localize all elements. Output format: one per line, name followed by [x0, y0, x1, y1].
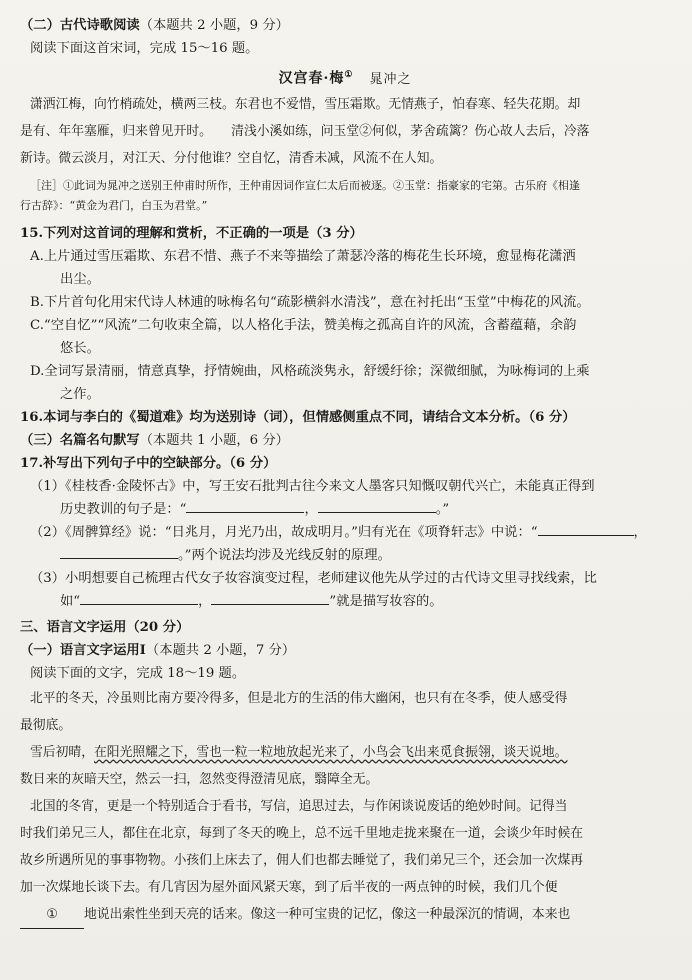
- q17-item2-cont: 。”两个说法均涉及光线反射的原理。: [20, 544, 670, 567]
- section-2-note: （本题共 2 小题，9 分）: [139, 18, 289, 33]
- q15-option-a: A.上片通过雪压霜欺、东君不惜、燕子不来等描绘了萧瑟冷落的梅花生长环境，愈显梅花潇洒: [30, 248, 576, 264]
- poem-title: 汉宫春·梅: [278, 70, 345, 87]
- q17-blank-6[interactable]: [211, 590, 329, 605]
- section-lang1-heading: [20, 639, 670, 662]
- q17-blank-1[interactable]: [186, 498, 304, 513]
- poem-note-1: ［注］①此词为晁冲之送别王仲甫时所作，王仲甫因词作宣仁太后而被逐。②玉堂：指豪家的宅第。古乐府《相逢: [30, 178, 580, 192]
- section-2-heading: [20, 14, 670, 37]
- poem-title-footnote: ①: [344, 70, 354, 80]
- passage-p3-line2: 时我们弟兄三人，都住在北京，每到了冬天的晚上，总不远千里地走拢来聚在一道，会谈少年时候在: [20, 825, 584, 841]
- passage-p2-cont: 数日来的灰暗天空，然云一扫，忽然变得澄清见底，翳障全无。: [20, 771, 379, 787]
- passage-p3: 北国的冬宵，更是一个特别适合于看书，写信，追思过去，与作闲谈说废话的绝妙时间。记得当: [30, 798, 568, 814]
- passage-blank-1[interactable]: ①: [20, 901, 84, 929]
- q17-blank-5[interactable]: [80, 590, 198, 605]
- q15-option-c-cont: 悠长。: [60, 340, 100, 356]
- q15-stem: 15.下列对这首词的理解和赏析，不正确的一项是（3 分）: [20, 225, 363, 241]
- q17-item3-cont: 如“ ， ”就是描写妆容的。: [20, 590, 670, 613]
- q15-option-c: C.“空自忆”“风流”二句收束全篇，以人格化手法，赞美梅之孤高自许的风流，含蓄蕴藉，余韵: [30, 317, 577, 333]
- q17-item2: （2）《周髀算经》说：“日兆月，月光乃出，故成明月。”归有光在《项脊轩志》中说：“ ，: [20, 521, 670, 544]
- poem-line-3: 新诗。微云淡月，对江天、分付他谁？空自忆，清香未减，风流不在人知。: [20, 150, 443, 166]
- q16-stem: 16.本词与李白的《蜀道难》均为送别诗（词），但情感侧重点不同，请结合文本分析。（6 分）: [20, 409, 576, 425]
- poem-line-2: 是有、年年塞雁，归来曾见开时。 清浅小溪如练，问玉堂②何似，茅舍疏篱？伤心故人去后，冷落: [20, 123, 590, 139]
- passage-p3-line3: 故乡所遇所见的事事物物。小孩们上床去了，佣人们也都去睡觉了，我们弟兄三个，还会加一次煤再: [20, 852, 584, 868]
- section-3-note: （本题共 1 小题，6 分）: [139, 432, 289, 448]
- passage-p3-line4: 加一次煤地长谈下去。有几宵因为屋外面风紧天寒，到了后半夜的一两点钟的时候，我们几个便: [20, 879, 558, 895]
- poem-author: 晁冲之: [369, 71, 412, 87]
- part-3-heading: 三、语言文字运用（20 分）: [20, 619, 190, 635]
- q17-blank-2[interactable]: [318, 498, 436, 513]
- q17-blank-3[interactable]: [538, 521, 634, 536]
- section-3-heading: [20, 429, 670, 452]
- section-lang1-instruction: 阅读下面的文字，完成 18～19 题。: [30, 665, 246, 681]
- section-lang1-note: （本题共 2 小题，7 分）: [145, 642, 296, 658]
- q17-item1-cont: 历史教训的句子是：“ ， 。”: [20, 498, 670, 521]
- passage-underlined-sentence: 在阳光照耀之下，雪也一粒一粒地放起光来了，小鸟会飞出来觅食振翎，谈天说地。: [93, 744, 568, 760]
- q15-option-d: D.全词写景清丽，情意真挚，抒情婉曲，风格疏淡隽永，舒缓纡徐；深微细腻，为咏梅词的上乘: [30, 363, 590, 379]
- passage-p2: 雪后初晴，在阳光照耀之下，雪也一粒一粒地放起光来了，小鸟会飞出来觅食振翎，谈天说地。: [30, 744, 568, 760]
- q15-option-a-cont: 出尘。: [60, 271, 100, 287]
- passage-p4: ① 地说出索性坐到天亮的话来。像这一种可宝贵的记忆，像这一种最深沉的情调，本来也: [20, 901, 670, 929]
- poem-title-line: [20, 64, 670, 91]
- section-2-title: （二）古代诗歌阅读: [20, 18, 140, 33]
- q17-item3: （3）小明想要自己梳理古代女子妆容演变过程，老师建议他先从学过的古代诗文里寻找线索，比: [30, 570, 597, 586]
- q17-item1: （1）《桂枝香·金陵怀古》中，写王安石批判古往今来文人墨客只知慨叹朝代兴亡，未能真正得到: [30, 478, 595, 494]
- passage-p1-cont: 最彻底。: [20, 717, 72, 733]
- q17-stem: 17.补写出下列句子中的空缺部分。（6 分）: [20, 455, 277, 471]
- poem-note-2: 行古辞》：“黄金为君门，白玉为君堂。”: [20, 198, 208, 212]
- q15-option-b: B.下片首句化用宋代诗人林逋的咏梅名句“疏影横斜水清浅”，意在衬托出“玉堂”中梅花的风流。: [30, 294, 590, 310]
- poem-line-1: 潇洒江梅，向竹梢疏处，横两三枝。东君也不爱惜，雪压霜欺。无情燕子，怕春寒、轻失花期。却: [30, 96, 581, 112]
- section-3-title: （三）名篇名句默写: [20, 432, 140, 448]
- q15-option-d-cont: 之作。: [60, 386, 100, 402]
- passage-p1: 北平的冬天，冷虽则比南方要冷得多，但是北方的生活的伟大幽闲，也只有在冬季，使人感受得: [30, 690, 568, 706]
- q17-blank-4[interactable]: [60, 544, 178, 559]
- section-lang1-title: （一）语言文字运用Ⅰ: [20, 642, 146, 658]
- section-2-instruction: 阅读下面这首宋词，完成 15～16 题。: [30, 41, 259, 56]
